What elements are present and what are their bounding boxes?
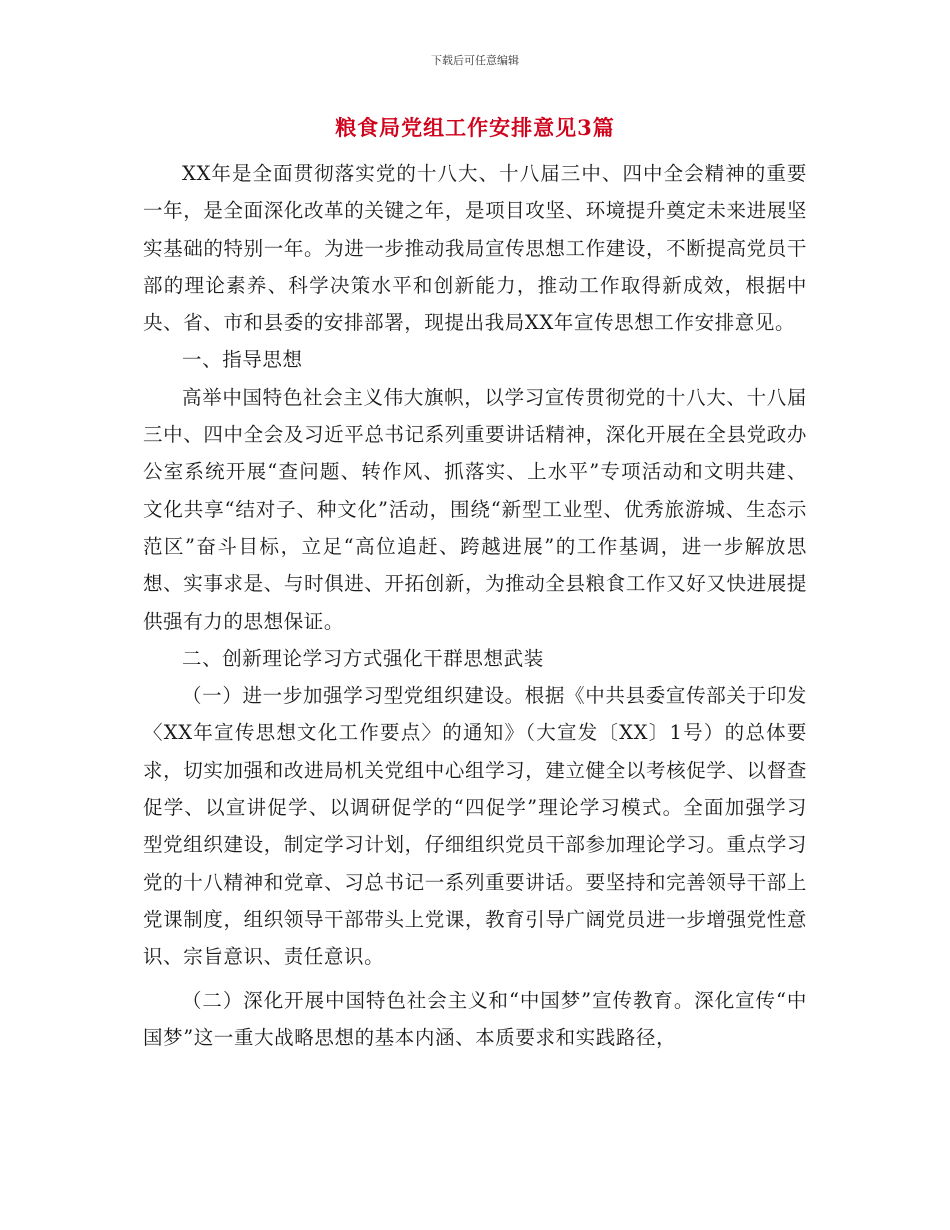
page-header xyxy=(0,54,950,68)
intro-paragraph: XX年是全面贯彻落实党的十八大、十八届三中、四中全会精神的重要一年，是全面深化改革的关键之年，是项目攻坚、环境提升奠定未来进展坚实基础的特别一年。为进一步推动我局宣传思想工作建设，不断提高党员干部的理论素养、科学决策水平和创新能力，推动工作取得新成效，根据中央、省、市和县委的安排部署，现提出我局XX年宣传思想工作安排意见。 xyxy=(143,162,807,335)
subsection-2-paragraph: （二）深化开展中国特色社会主义和“中国梦”宣传教育。深化宣传“中国梦”这一重大战略思想的基本内涵、本质要求和实践路径， xyxy=(143,988,807,1049)
document-title: 粮食局党组工作安排意见3篇 xyxy=(335,115,615,140)
document-body xyxy=(143,155,807,1056)
section-heading-guiding-thought: 一、指导思想 xyxy=(182,348,303,372)
guiding-thought-paragraph: 高举中国特色社会主义伟大旗帜，以学习宣传贯彻党的十八大、十八届三中、四中全会及习近平总书记系列重要讲话精神，深化开展在全县党政办公室系统开展“查问题、转作风、抓落实、上水平”专项活动和文明共建、文化共享“结对子、种文化”活动，围绕“新型工业型、优秀旅游城、生态示范区”奋斗目标，立足“高位追赶、跨越进展”的工作基调，进一步解放思想、实事求是、与时俱进、开拓创新，为推动全县粮食工作又好又快进展提供强有力的思想保证。 xyxy=(143,385,807,633)
subsection-1-paragraph: （一）进一步加强学习型党组织建设。根据《中共县委宣传部关于印发〈XX年宣传思想文化工作要点〉的通知》（大宣发〔XX〕1号）的总体要求，切实加强和改进局机关党组中心组学习，建立健全以考核促学、以督查促学、以宣讲促学、以调研促学的“四促学”理论学习模式。全面加强学习型党组织建设，制定学习计划，仔细组织党员干部参加理论学习。重点学习党的十八精神和党章、习总书记一系列重要讲话。要坚持和完善领导干部上党课制度，组织领导干部带头上党课，教育引导广阔党员进一步增强党性意识、宗旨意识、责任意识。 xyxy=(143,684,807,969)
header-note: 下载后可任意编辑 xyxy=(431,54,519,67)
section-heading-theory-study: 二、创新理论学习方式强化干群思想武装 xyxy=(182,646,544,670)
